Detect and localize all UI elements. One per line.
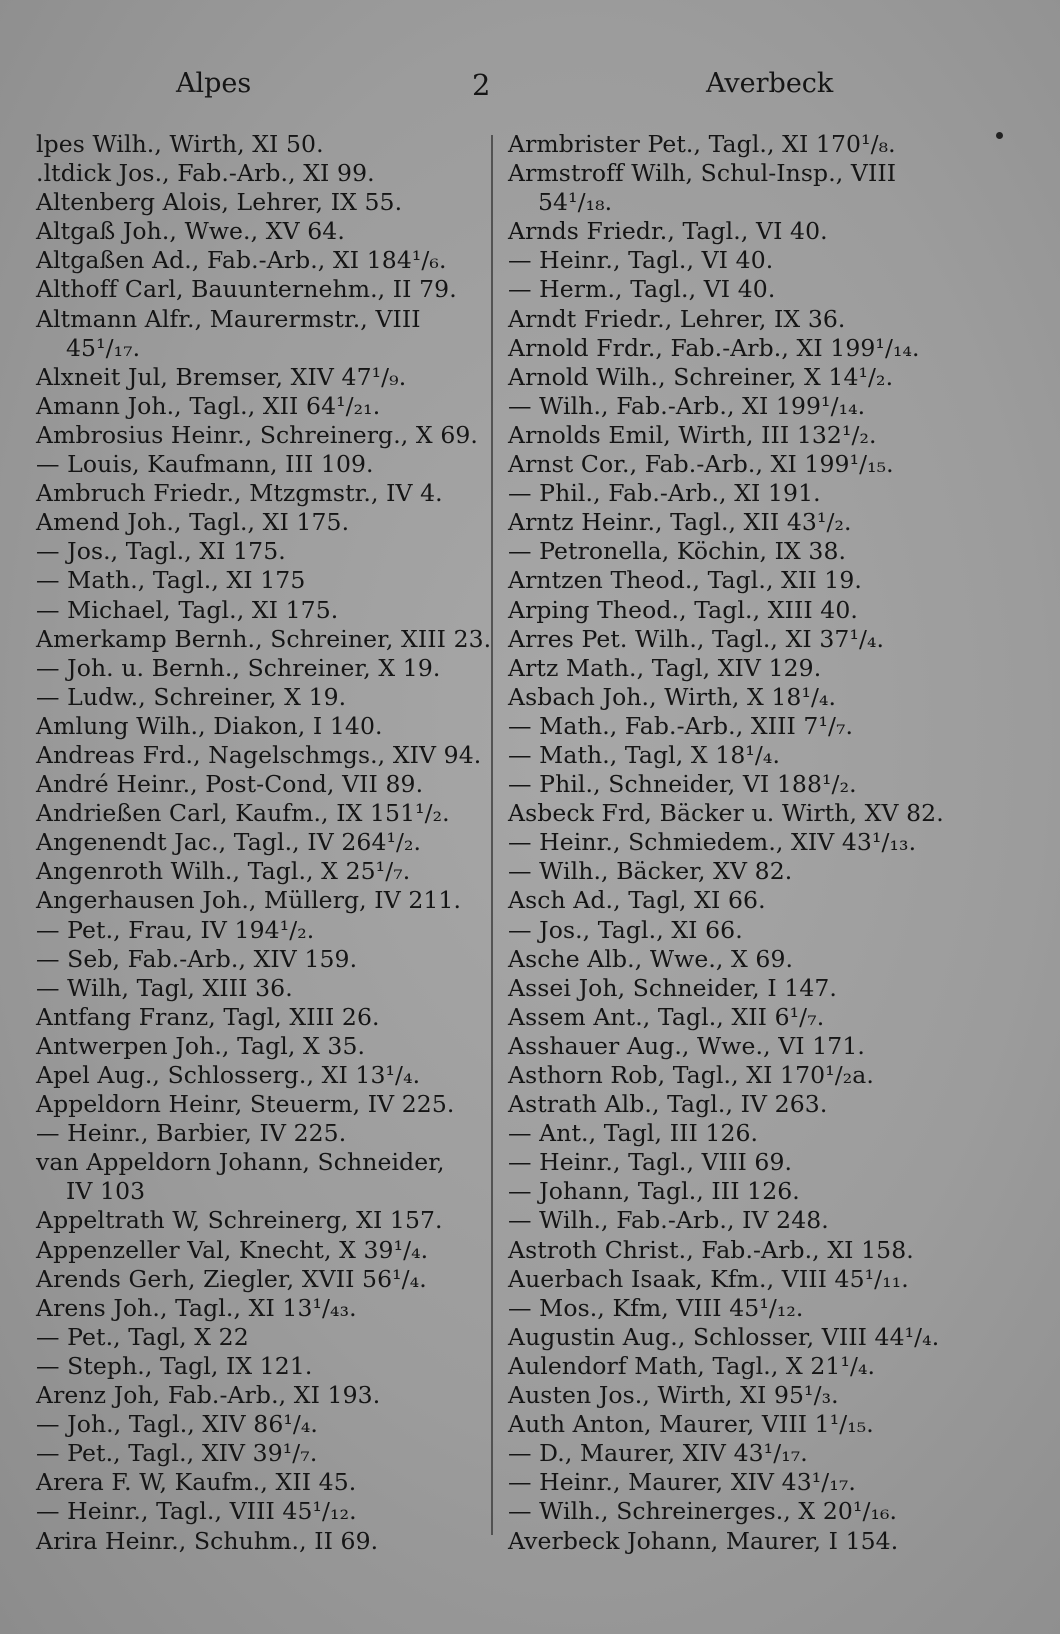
directory-entry: Asch Ad., Tagl, XI 66.	[508, 886, 766, 915]
directory-entry: — Wilh., Fab.-Arb., XI 199¹/₁₄.	[508, 391, 866, 420]
directory-entry: Astroth Christ., Fab.-Arb., XI 158.	[508, 1235, 914, 1264]
directory-entry: Appeltrath W, Schreinerg, XI 157.	[36, 1206, 443, 1235]
directory-entry: Arends Gerh, Ziegler, XVII 56¹/₄.	[36, 1264, 427, 1293]
directory-entry: Augustin Aug., Schlosser, VIII 44¹/₄.	[508, 1322, 940, 1351]
column-divider	[491, 135, 493, 1535]
directory-entry: Andrießen Carl, Kaufm., IX 151¹/₂.	[36, 799, 450, 828]
directory-entry: — Pet., Tagl, X 22	[36, 1322, 249, 1351]
directory-entry: — Wilh., Bäcker, XV 82.	[508, 857, 793, 886]
directory-entry: — Heinr., Barbier, IV 225.	[36, 1119, 347, 1148]
directory-entry: lpes Wilh., Wirth, XI 50.	[36, 130, 324, 158]
directory-entry: — Ludw., Schreiner, X 19.	[36, 682, 347, 711]
directory-entry: Arnds Friedr., Tagl., VI 40.	[508, 217, 828, 246]
directory-entry: Arenz Joh, Fab.-Arb., XI 193.	[36, 1381, 381, 1410]
directory-entry: Altmann Alfr., Maurermstr., VIII	[36, 304, 421, 333]
directory-entry: IV 103	[66, 1177, 146, 1206]
directory-entry: — Mos., Kfm, VIII 45¹/₁₂.	[508, 1293, 804, 1322]
directory-entry: — Michael, Tagl., XI 175.	[36, 595, 339, 624]
directory-entry: .ltdick Jos., Fab.-Arb., XI 99.	[36, 159, 375, 188]
directory-entry: Alxneit Jul, Bremser, XIV 47¹/₉.	[36, 362, 407, 391]
directory-entry: — Pet., Frau, IV 194¹/₂.	[36, 915, 315, 944]
directory-entry: Auth Anton, Maurer, VIII 1¹/₁₅.	[508, 1410, 874, 1439]
directory-entry: — Steph., Tagl, IX 121.	[36, 1351, 313, 1380]
directory-entry: — Heinr., Tagl., VI 40.	[508, 246, 774, 275]
directory-entry: André Heinr., Post-Cond, VII 89.	[36, 770, 424, 799]
directory-entry: — Johann, Tagl., III 126.	[508, 1177, 800, 1206]
directory-entry: Angenendt Jac., Tagl., IV 264¹/₂.	[36, 828, 422, 857]
directory-entry: Asbeck Frd, Bäcker u. Wirth, XV 82.	[508, 799, 944, 828]
directory-entry: Altgaßen Ad., Fab.-Arb., XI 184¹/₆.	[36, 246, 447, 275]
directory-entry: Arntz Heinr., Tagl., XII 43¹/₂.	[508, 508, 852, 537]
directory-entry: — Heinr., Schmiedem., XIV 43¹/₁₃.	[508, 828, 917, 857]
directory-entry: Arndt Friedr., Lehrer, IX 36.	[508, 304, 846, 333]
directory-entry: Assem Ant., Tagl., XII 6¹/₇.	[508, 1002, 825, 1031]
directory-entry: Astrath Alb., Tagl., IV 263.	[508, 1090, 828, 1119]
directory-entry: — Math., Fab.-Arb., XIII 7¹/₇.	[508, 711, 854, 740]
directory-entry: Asthorn Rob, Tagl., XI 170¹/₂a.	[508, 1061, 874, 1089]
directory-entry: Antfang Franz, Tagl, XIII 26.	[36, 1002, 380, 1031]
directory-entry: Armbrister Pet., Tagl., XI 170¹/₈.	[508, 130, 896, 158]
directory-entry: Asche Alb., Wwe., X 69.	[508, 944, 794, 973]
directory-entry: Auerbach Isaak, Kfm., VIII 45¹/₁₁.	[508, 1264, 909, 1293]
directory-entry: Ambruch Friedr., Mtzgmstr., IV 4.	[36, 479, 443, 508]
directory-entry: Angenroth Wilh., Tagl., X 25¹/₇.	[36, 857, 411, 886]
directory-entry: — Wilh., Fab.-Arb., IV 248.	[508, 1206, 829, 1235]
directory-entry: Appenzeller Val, Knecht, X 39¹/₄.	[36, 1235, 429, 1264]
directory-entry: Averbeck Johann, Maurer, I 154.	[508, 1526, 899, 1555]
directory-entry: Aulendorf Math, Tagl., X 21¹/₄.	[508, 1351, 876, 1380]
directory-entry: Amann Joh., Tagl., XII 64¹/₂₁.	[36, 391, 381, 420]
directory-entry: — Jos., Tagl., XI 175.	[36, 537, 286, 566]
directory-entry: Arnst Cor., Fab.-Arb., XI 199¹/₁₅.	[508, 450, 894, 479]
directory-entry: Angerhausen Joh., Müllerg, IV 211.	[36, 886, 462, 915]
directory-entry: — Phil., Schneider, VI 188¹/₂.	[508, 770, 857, 799]
directory-entry: Arres Pet. Wilh., Tagl., XI 37¹/₄.	[508, 624, 885, 653]
directory-entry: — Wilh, Tagl, XIII 36.	[36, 973, 293, 1002]
directory-entry: — Joh., Tagl., XIV 86¹/₄.	[36, 1410, 318, 1439]
directory-entry: Arera F. W, Kaufm., XII 45.	[36, 1468, 357, 1497]
directory-entry: Austen Jos., Wirth, XI 95¹/₃.	[508, 1381, 839, 1410]
directory-entry: Armstroff Wilh, Schul-Insp., VIII	[508, 159, 897, 188]
directory-entry: — Heinr., Maurer, XIV 43¹/₁₇.	[508, 1468, 856, 1497]
directory-entry: Arira Heinr., Schuhm., II 69.	[36, 1526, 379, 1555]
directory-entry: 45¹/₁₇.	[66, 333, 141, 362]
directory-entry: — Heinr., Tagl., VIII 69.	[508, 1148, 793, 1177]
directory-entry: — Joh. u. Bernh., Schreiner, X 19.	[36, 653, 441, 682]
directory-entry: — Wilh., Schreinerges., X 20¹/₁₆.	[508, 1497, 898, 1526]
directory-entry: van Appeldorn Johann, Schneider,	[36, 1148, 445, 1177]
directory-entry: Antwerpen Joh., Tagl, X 35.	[36, 1031, 366, 1060]
directory-entry: Amlung Wilh., Diakon, I 140.	[36, 711, 383, 740]
print-speck	[996, 132, 1003, 139]
directory-entry: — Jos., Tagl., XI 66.	[508, 915, 743, 944]
directory-entry: Apel Aug., Schlosserg., XI 13¹/₄.	[36, 1061, 421, 1089]
directory-entry: 54¹/₁₈.	[538, 188, 613, 217]
directory-entry: Amend Joh., Tagl., XI 175.	[36, 508, 350, 537]
directory-entry: Ambrosius Heinr., Schreinerg., X 69.	[36, 420, 478, 449]
directory-entry: Arnolds Emil, Wirth, III 132¹/₂.	[508, 420, 877, 449]
directory-entry: Amerkamp Bernh., Schreiner, XIII 23.	[36, 624, 492, 653]
directory-entry: — Math., Tagl., XI 175	[36, 566, 306, 595]
directory-entry: Asshauer Aug., Wwe., VI 171.	[508, 1031, 865, 1060]
directory-entry: — Pet., Tagl., XIV 39¹/₇.	[36, 1439, 318, 1468]
directory-entry: — Louis, Kaufmann, III 109.	[36, 450, 374, 479]
header-left-keyword: Alpes	[176, 68, 252, 99]
directory-entry: Altgaß Joh., Wwe., XV 64.	[36, 217, 345, 246]
directory-entry: — Math., Tagl, X 18¹/₄.	[508, 740, 781, 769]
page-header	[0, 68, 1060, 108]
directory-entry: — Ant., Tagl, III 126.	[508, 1119, 759, 1148]
directory-entry: — Phil., Fab.-Arb., XI 191.	[508, 479, 821, 508]
left-column	[36, 130, 492, 1556]
directory-entry: Arntzen Theod., Tagl., XII 19.	[508, 566, 862, 595]
right-column	[508, 130, 948, 1556]
directory-entry: Assei Joh, Schneider, I 147.	[508, 973, 837, 1002]
directory-entry: — D., Maurer, XIV 43¹/₁₇.	[508, 1439, 808, 1468]
directory-entry: — Herm., Tagl., VI 40.	[508, 275, 776, 304]
directory-entry: — Heinr., Tagl., VIII 45¹/₁₂.	[36, 1497, 357, 1526]
directory-entry: Arnold Frdr., Fab.-Arb., XI 199¹/₁₄.	[508, 333, 920, 362]
directory-entry: Artz Math., Tagl, XIV 129.	[508, 653, 822, 682]
header-right-keyword: Averbeck	[706, 68, 834, 99]
page-number: 2	[472, 68, 491, 102]
directory-entry: Andreas Frd., Nagelschmgs., XIV 94.	[36, 740, 482, 769]
directory-entry: Althoff Carl, Bauunternehm., II 79.	[36, 275, 457, 304]
directory-entry: Asbach Joh., Wirth, X 18¹/₄.	[508, 682, 837, 711]
directory-entry: Arens Joh., Tagl., XI 13¹/₄₃.	[36, 1293, 357, 1322]
directory-entry: Altenberg Alois, Lehrer, IX 55.	[36, 188, 403, 217]
directory-entry: — Seb, Fab.-Arb., XIV 159.	[36, 944, 358, 973]
directory-entry: Arnold Wilh., Schreiner, X 14¹/₂.	[508, 362, 894, 391]
directory-entry: — Petronella, Köchin, IX 38.	[508, 537, 847, 566]
directory-entry: Appeldorn Heinr, Steuerm, IV 225.	[36, 1090, 455, 1119]
directory-entry: Arping Theod., Tagl., XIII 40.	[508, 595, 858, 624]
